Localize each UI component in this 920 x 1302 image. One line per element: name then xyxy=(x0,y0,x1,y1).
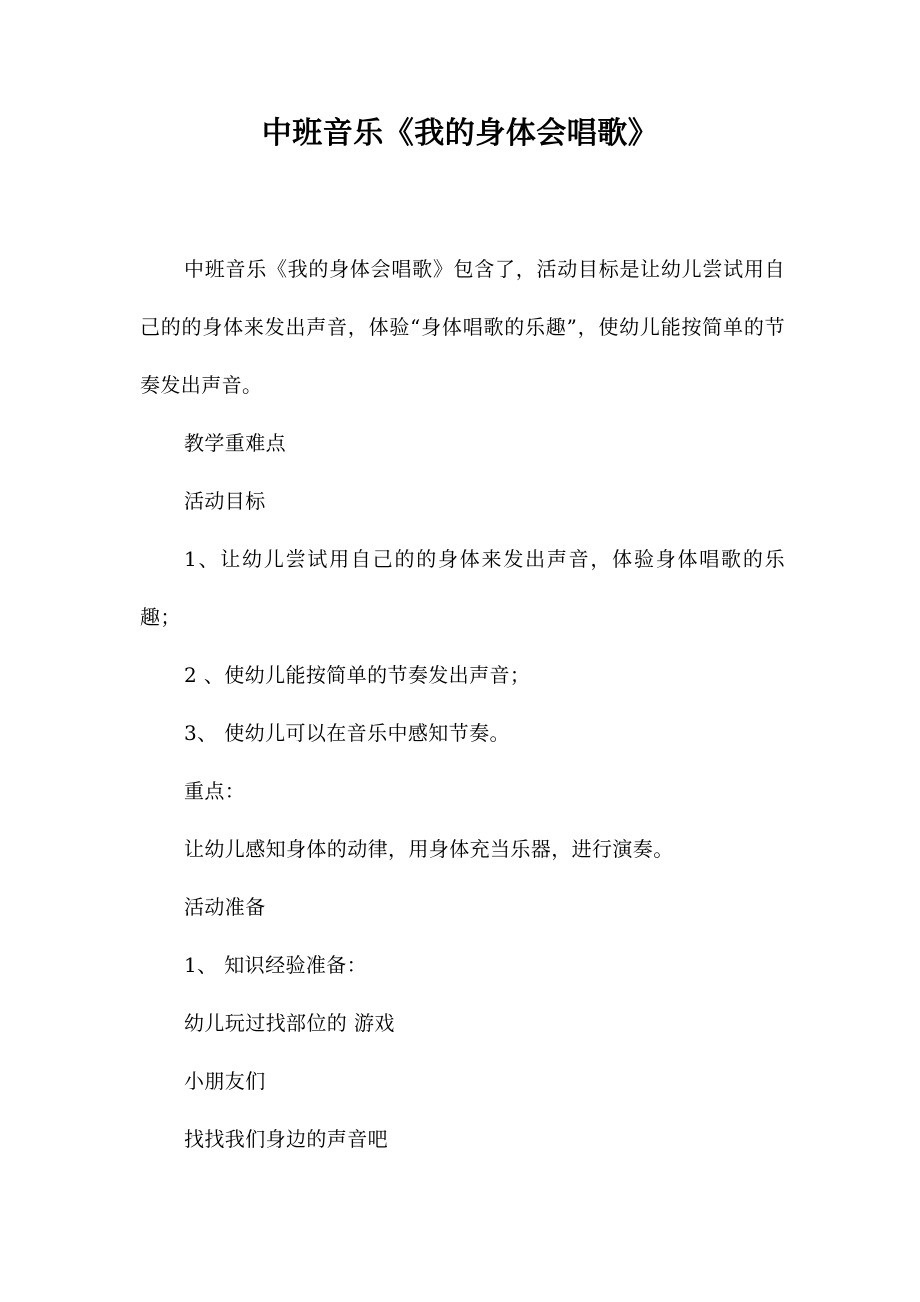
heading-key-point: 重点： xyxy=(184,779,246,803)
key-point-text: 让幼儿感知身体的动律，用身体充当乐器，进行演奏。 xyxy=(184,837,674,861)
heading-activity-preparation: 活动准备 xyxy=(184,895,266,919)
goal-item-1: 1、让幼儿尝试用自己的的身体来发出声音，体验身体唱歌的乐趣； xyxy=(140,547,785,629)
preparation-item-1: 1、 知识经验准备： xyxy=(184,953,368,977)
heading-activity-goals: 活动目标 xyxy=(184,489,266,513)
document-body xyxy=(140,240,785,1168)
document-title: 中班音乐《我的身体会唱歌》 xyxy=(261,116,659,151)
preparation-text-sounds: 找找我们身边的声音吧 xyxy=(184,1127,388,1151)
heading-teaching-key-points: 教学重难点 xyxy=(184,431,286,455)
goal-item-2: 2 、使幼儿能按简单的节奏发出声音； xyxy=(184,663,531,687)
goal-item-3: 3、 使幼儿可以在音乐中感知节奏。 xyxy=(184,721,510,745)
preparation-text-kids: 小朋友们 xyxy=(184,1069,266,1093)
intro-paragraph: 中班音乐《我的身体会唱歌》包含了，活动目标是让幼儿尝试用自己的的身体来发出声音，体验“身体唱歌的乐趣”，使幼儿能按简单的节奏发出声音。 xyxy=(140,257,785,397)
preparation-text-game: 幼儿玩过找部位的 游戏 xyxy=(184,1011,395,1035)
